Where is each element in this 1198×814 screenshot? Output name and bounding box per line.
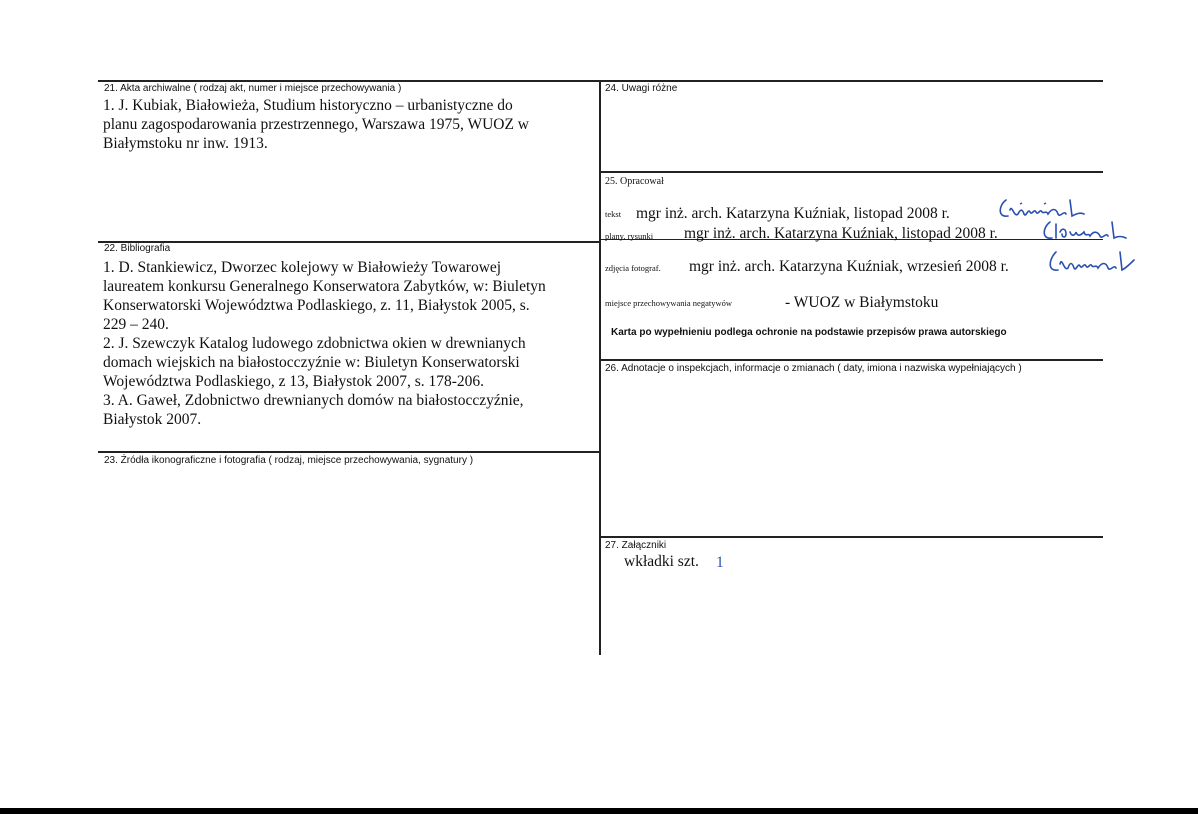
- section-21-line: Białymstoku nr inw. 1913.: [103, 135, 268, 152]
- center-divider: [599, 80, 601, 655]
- section-22-content: [103, 258, 597, 429]
- bibliography-line: Konserwatorski Województwa Podlaskiego, z. 11, Białystok 2005, s.: [103, 297, 530, 314]
- section-21-line: 1. J. Kubiak, Białowieża, Studium historyczno – urbanistyczne do: [103, 97, 513, 114]
- plans-author-value: mgr inż. arch. Katarzyna Kuźniak, listopad 2008 r.: [684, 225, 998, 242]
- photos-author-label: zdjęcia fotograf.: [605, 263, 661, 273]
- section-21-heading: 21. Akta archiwalne ( rodzaj akt, numer i miejsce przechowywania ): [104, 83, 402, 94]
- bibliography-line: 229 – 240.: [103, 316, 169, 333]
- bibliography-line: Białystok 2007.: [103, 411, 202, 428]
- attachments-count: 1: [716, 554, 724, 571]
- copyright-note: Karta po wypełnieniu podlega ochronie na podstawie przepisów prawa autorskiego: [611, 327, 1007, 338]
- rule-22-23: [98, 451, 600, 453]
- section-21-line: planu zagospodarowania przestrzennego, Warszawa 1975, WUOZ w: [103, 116, 530, 133]
- bibliography-line: 1. D. Stankiewicz, Dworzec kolejowy w Białowieży Towarowej: [103, 259, 502, 276]
- bibliography-line: Województwa Podlaskiego, z 13, Białystok 2007, s. 178-206.: [103, 373, 485, 390]
- section-24-heading: 24. Uwagi różne: [605, 83, 678, 94]
- scan-edge: [0, 808, 1198, 814]
- bibliography-line: 2. J. Szewczyk Katalog ludowego zdobnictwa okien w drewnianych: [103, 335, 526, 352]
- text-author-label: tekst: [605, 209, 622, 219]
- rule-21-22: [98, 241, 600, 243]
- bibliography-line: laureatem konkursu Generalnego Konserwatora Zabytków, w: Biuletyn: [103, 278, 546, 295]
- text-author-value: mgr inż. arch. Katarzyna Kuźniak, listopad 2008 r.: [636, 205, 950, 222]
- section-22-heading: 22. Bibliografia: [104, 243, 171, 254]
- section-25-heading: 25. Opracował: [605, 176, 664, 187]
- section-27-heading: 27. Załączniki: [605, 540, 667, 551]
- bibliography-line: 3. A. Gaweł, Zdobnictwo drewnianych domów na białostocczyźnie,: [103, 392, 524, 409]
- section-26-heading: 26. Adnotacje o inspekcjach, informacje o zmianach ( daty, imiona i nazwiska wypełniających ): [605, 363, 1022, 374]
- signature-photos: [1046, 248, 1158, 278]
- plans-author-label: plany, rysunki: [605, 231, 654, 241]
- section-21-content: [103, 96, 597, 153]
- rule-25-26: [600, 359, 1103, 361]
- rule-24-25: [600, 171, 1103, 173]
- rule-26-27: [600, 536, 1103, 538]
- photos-author-value: mgr inż. arch. Katarzyna Kuźniak, wrzesień 2008 r.: [689, 258, 1009, 275]
- section-23-heading: 23. Źródła ikonograficzne i fotografia ( rodzaj, miejsce przechowywania, sygnatury ): [104, 455, 474, 466]
- top-rule-right: [600, 80, 1103, 82]
- top-rule-left: [98, 80, 600, 82]
- attachments-value: wkładki szt.: [624, 553, 699, 570]
- negatives-location-value: - WUOZ w Białymstoku: [785, 294, 939, 311]
- negatives-location-label: miejsce przechowywania negatywów: [605, 298, 732, 308]
- bibliography-line: domach wiejskich na białostocczyźnie w: Biuletyn Konserwatorski: [103, 354, 520, 371]
- signature-plans: [1040, 218, 1152, 246]
